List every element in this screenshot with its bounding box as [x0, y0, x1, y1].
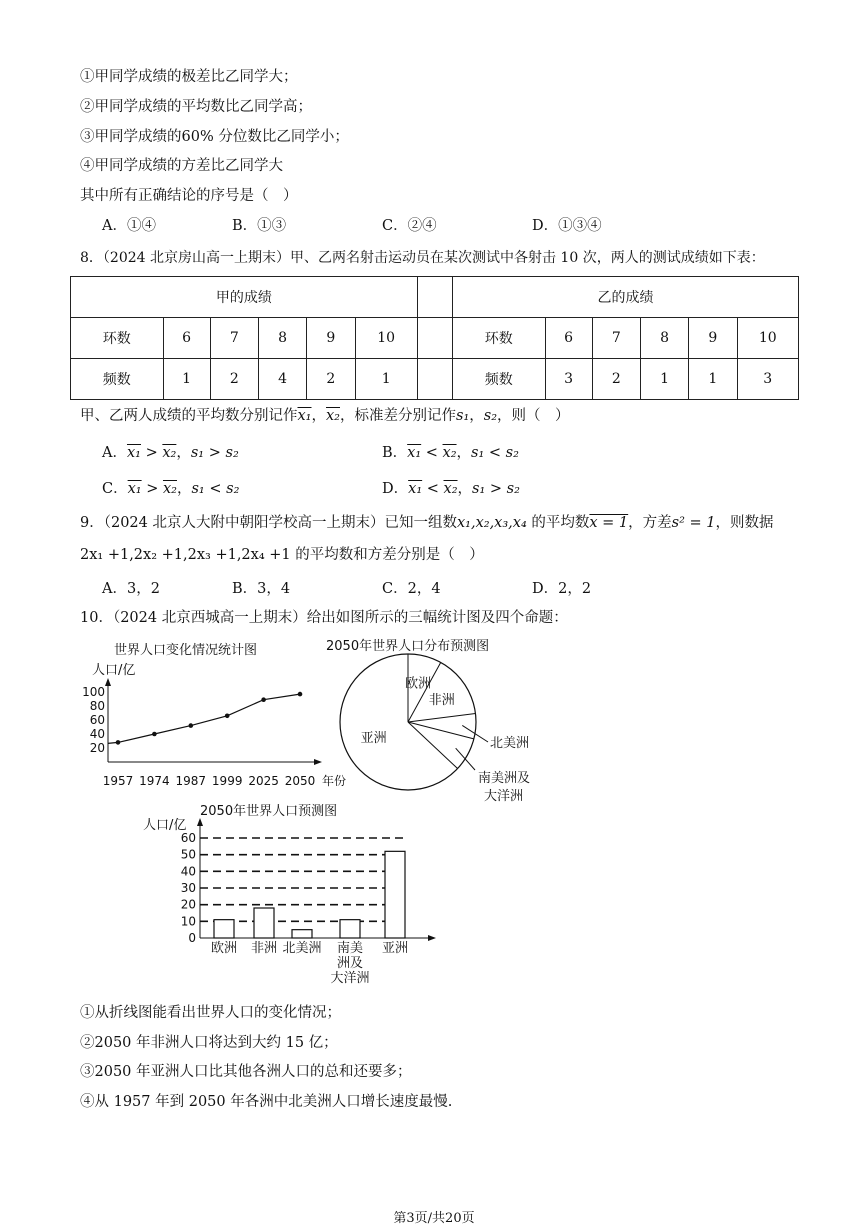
- line-chart-y-tick: 60: [89, 713, 105, 727]
- x2-bar: x₂: [162, 481, 177, 497]
- q7-statement-2: ②甲同学成绩的平均数比乙同学高；: [80, 99, 312, 115]
- jia-rings-label: 环数: [71, 318, 164, 359]
- line-point: [261, 697, 266, 702]
- q7-statement-3: ③甲同学成绩的60% 分位数比乙同学小；: [80, 129, 349, 145]
- option-letter: C．: [102, 481, 128, 497]
- q9-vars: x₁,x₂,x₃,x₄: [456, 515, 527, 531]
- pie-label-africa: 非洲: [428, 693, 455, 709]
- bar-chart-y-tick: 50: [180, 847, 196, 862]
- q7-question: 其中所有正确结论的序号是（ ）: [80, 188, 298, 204]
- q7-option-c: C．②④: [382, 218, 437, 234]
- q7-option-d: D．①③④: [532, 218, 602, 234]
- comma: ，: [176, 445, 191, 461]
- comma: ，: [176, 481, 192, 497]
- line-chart: [82, 642, 346, 788]
- s2: s₂: [483, 408, 498, 424]
- q7-statement-1: ①甲同学成绩的极差比乙同学大；: [80, 69, 298, 85]
- s2: s₂: [225, 445, 239, 461]
- yi-freq: 3: [545, 359, 592, 400]
- bar: [292, 930, 312, 938]
- jia-freq: 4: [259, 359, 307, 400]
- bar-chart-y-tick: 60: [180, 831, 196, 845]
- yi-ring: 6: [545, 318, 592, 359]
- pie-label-south-america-line1: 南美洲及: [478, 771, 531, 786]
- option-letter: D．: [382, 481, 409, 497]
- x2-bar: x₂: [162, 445, 177, 461]
- q10-statement-2: ②2050 年非洲人口将达到大约 15 亿；: [80, 1035, 338, 1051]
- bar-chart-y-tick: 20: [180, 897, 196, 912]
- yi-title-cell: 乙的成绩: [453, 277, 799, 318]
- relation: <: [422, 481, 444, 497]
- score-table: [70, 276, 799, 400]
- page-footer: 第3页/共20页: [393, 1211, 475, 1226]
- q8-question: [80, 407, 570, 425]
- q10-figure: [0, 630, 868, 1002]
- comma: ，: [311, 408, 326, 424]
- jia-ring: 7: [210, 318, 258, 359]
- jia-freq: 2: [210, 359, 258, 400]
- pie-label-south-america-line2: 大洋洲: [484, 789, 524, 804]
- relation: <: [484, 445, 506, 461]
- bar-chart-x-tick: 欧洲: [210, 941, 238, 956]
- x1-bar: x₁: [407, 445, 422, 461]
- option-letter: A．: [102, 445, 127, 461]
- s1: s₁: [191, 481, 205, 497]
- y-axis-arrow: [105, 678, 111, 686]
- q9-line2: 2x₁ +1,2x₂ +1,2x₃ +1,2x₄ +1 的平均数和方差分别是（ ）: [80, 547, 484, 563]
- jia-ring: 9: [307, 318, 355, 359]
- q9-option-d: D．2，2: [532, 581, 592, 597]
- yi-freq: 1: [689, 359, 737, 400]
- q9-option-c: C．2，4: [382, 581, 441, 597]
- x2-bar: x₂: [442, 445, 457, 461]
- s1: s₁: [456, 408, 470, 424]
- line-chart-x-tick: 1957: [102, 774, 134, 788]
- yi-ring: 10: [737, 318, 798, 359]
- line-point: [116, 740, 121, 745]
- s2: s₂: [226, 481, 240, 497]
- q9-option-b: B．3，4: [232, 581, 291, 597]
- line-chart-x-tick: 2025: [248, 774, 279, 788]
- bar-chart-x-tick: 洲及: [336, 956, 364, 971]
- line-chart-y-tick: 40: [89, 727, 105, 741]
- bar-chart-ylabel: 人口/亿: [143, 818, 187, 833]
- bar: [254, 908, 274, 938]
- q8-question-b: ，标准差分别记作: [340, 408, 456, 424]
- line-chart-x-tick: 1987: [175, 774, 207, 788]
- q9-option-a: A．3，2: [102, 581, 160, 597]
- q9-stem-c: ，方差: [628, 515, 672, 531]
- bar-chart-x-tick: 南美: [336, 941, 364, 956]
- jia-ring: 8: [259, 318, 307, 359]
- s1: s₁: [472, 481, 486, 497]
- q9-stem: [80, 514, 774, 532]
- s2: s₂: [506, 481, 520, 497]
- bar: [214, 920, 234, 938]
- s1: s₁: [471, 445, 485, 461]
- q8-option-b: [382, 444, 519, 462]
- x1-bar: x₁: [126, 445, 141, 461]
- comma: ，: [469, 408, 484, 424]
- x1-bar: x₁: [297, 408, 312, 424]
- q10-statement-1: ①从折线图能看出世界人口的变化情况；: [80, 1005, 341, 1021]
- q8-question-a: 甲、乙两人成绩的平均数分别记作: [80, 408, 298, 424]
- pie-label-north-america: 北美洲: [490, 736, 530, 751]
- q7-option-b: B．①③: [232, 218, 287, 234]
- separator-cell: [417, 277, 452, 318]
- yi-freq: 3: [737, 359, 798, 400]
- comma: ，: [456, 445, 472, 461]
- q8-option-d: [382, 480, 520, 498]
- jia-freq: 1: [163, 359, 210, 400]
- relation: <: [204, 481, 227, 497]
- bar-chart-y-tick: 30: [180, 881, 196, 895]
- y-axis-arrow: [197, 818, 203, 826]
- bar-chart-y-tick: 10: [180, 914, 196, 929]
- yi-freq: 1: [641, 359, 689, 400]
- q10-statement-3: ③2050 年亚洲人口比其他各洲人口的总和还要多；: [80, 1064, 412, 1080]
- option-letter: B．: [382, 445, 408, 461]
- bar-chart-x-tick: 大洋洲: [330, 971, 370, 986]
- q9-variance: s² = 1: [671, 515, 716, 531]
- q8-option-c: [102, 480, 239, 498]
- line-chart-title: 世界人口变化情况统计图: [114, 643, 258, 658]
- pie-label-europe: 欧洲: [405, 676, 432, 692]
- yi-ring: 7: [592, 318, 640, 359]
- pie-chart-title: 2050年世界人口分布预测图: [326, 639, 490, 654]
- bar-chart-title: 2050年世界人口预测图: [200, 804, 338, 819]
- x2-bar: x₂: [326, 408, 340, 424]
- yi-ring: 9: [689, 318, 737, 359]
- line-point: [298, 692, 303, 697]
- jia-ring: 10: [355, 318, 417, 359]
- relation: >: [140, 445, 163, 461]
- x2-bar: x₂: [443, 481, 458, 497]
- line-point: [189, 723, 194, 728]
- relation: >: [204, 445, 226, 461]
- q8-option-a: [102, 444, 239, 462]
- line-chart-xlabel: 年份: [322, 774, 347, 788]
- relation: >: [141, 481, 163, 497]
- line-chart-y-tick: 100: [82, 685, 105, 699]
- bar-chart-x-tick: 非洲: [250, 941, 278, 956]
- line-chart-ylabel: 人口/亿: [92, 663, 136, 678]
- bar-chart-y-tick: 40: [180, 864, 196, 879]
- bar-chart-x-tick: 北美洲: [282, 941, 322, 956]
- line-point: [225, 714, 230, 719]
- line-chart-y-tick: 20: [89, 741, 105, 755]
- q9-stem-d: ，则数据: [715, 515, 774, 531]
- line-chart-x-tick: 1974: [139, 774, 170, 788]
- q10-stem: 10．（2024 北京西城高一上期末）给出如图所示的三幅统计图及四个命题：: [80, 610, 568, 626]
- jia-freq: 1: [355, 359, 417, 400]
- q9-mean: x = 1: [589, 515, 629, 531]
- q8-stem: 8．（2024 北京房山高一上期末）甲、乙两名射击运动员在某次测试中各射击 10 次，两人的测试成绩如下表：: [80, 250, 765, 266]
- jia-freq-label: 频数: [71, 359, 164, 400]
- line-chart-x-tick: 2050: [284, 774, 316, 788]
- jia-title-cell: 甲的成绩: [71, 277, 418, 318]
- bar: [385, 851, 405, 938]
- x1-bar: x₁: [127, 481, 142, 497]
- yi-rings-label: 环数: [453, 318, 546, 359]
- line-chart-y-tick: 80: [89, 699, 105, 713]
- line-point: [152, 732, 157, 737]
- line-chart-x-tick: 1999: [211, 774, 243, 788]
- x-axis-arrow: [314, 759, 322, 765]
- s1: s₁: [190, 445, 205, 461]
- jia-freq: 2: [307, 359, 355, 400]
- separator-cell: [417, 318, 452, 359]
- bar-chart-x-tick: 亚洲: [381, 941, 409, 956]
- q9-stem-b: 的平均数: [526, 515, 590, 531]
- yi-freq-label: 频数: [453, 359, 546, 400]
- line-series: [108, 694, 300, 743]
- yi-freq: 2: [592, 359, 640, 400]
- q9-stem-a: 9．（2024 北京人大附中朝阳学校高一上期末）已知一组数: [80, 515, 457, 531]
- comma: ，: [457, 481, 473, 497]
- bar-chart: [143, 803, 436, 986]
- x-axis-arrow: [428, 935, 436, 941]
- yi-ring: 8: [641, 318, 689, 359]
- relation: <: [421, 445, 443, 461]
- q7-statement-4: ④甲同学成绩的方差比乙同学大: [80, 158, 283, 174]
- x1-bar: x₁: [408, 481, 423, 497]
- s2: s₂: [505, 445, 519, 461]
- q10-statement-4: ④从 1957 年到 2050 年各洲中北美洲人口增长速度最慢.: [80, 1094, 453, 1110]
- pie-label-asia: 亚洲: [360, 730, 387, 746]
- jia-ring: 6: [163, 318, 210, 359]
- pie-chart: [326, 638, 530, 804]
- q8-question-c: ，则（ ）: [497, 408, 570, 424]
- relation: >: [485, 481, 507, 497]
- bar: [340, 920, 360, 938]
- bar-chart-y-tick: 0: [188, 931, 196, 945]
- separator-cell: [417, 359, 452, 400]
- q7-option-a: A．①④: [102, 218, 156, 234]
